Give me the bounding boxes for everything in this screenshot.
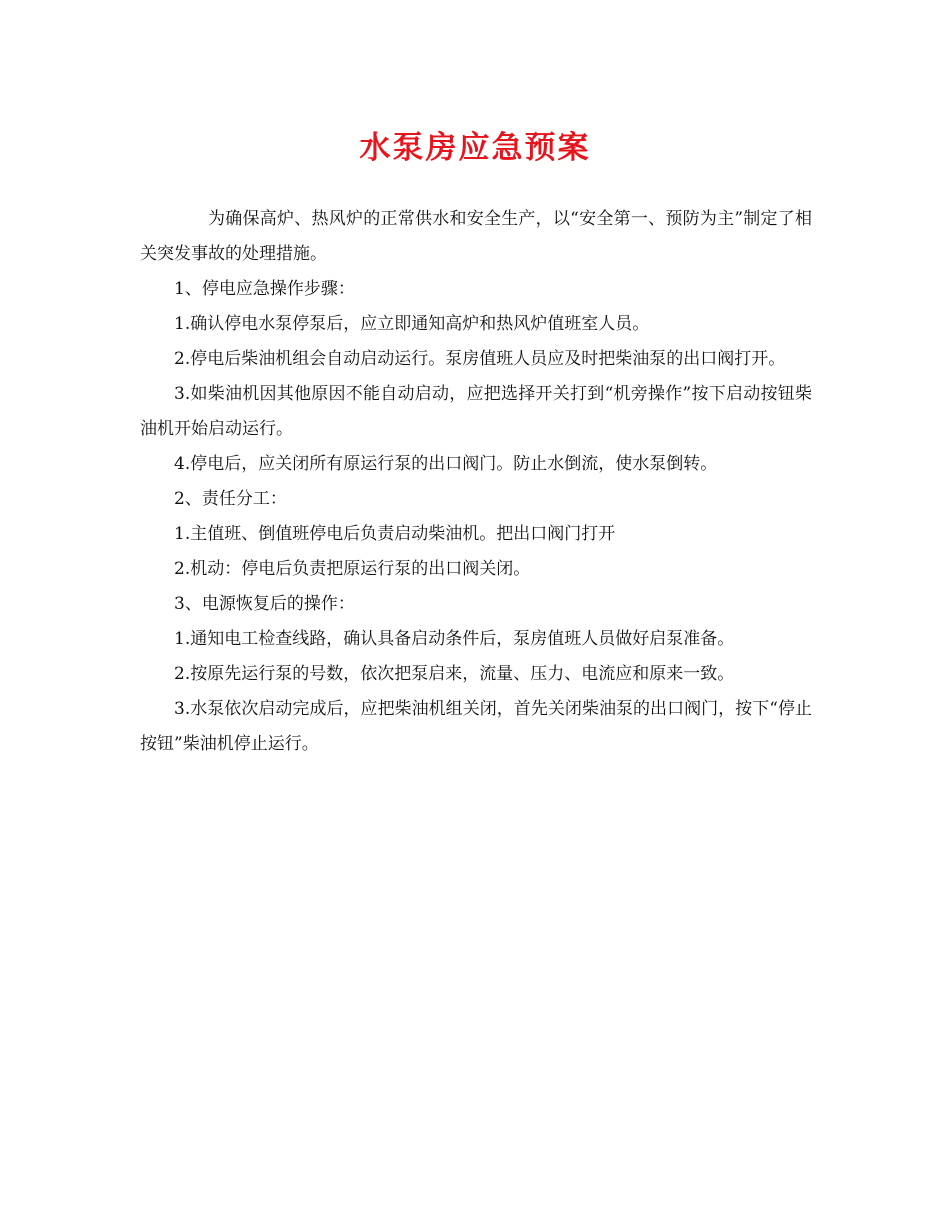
list-item: 4.停电后，应关闭所有原运行泵的出口阀门。防止水倒流，使水泵倒转。 xyxy=(174,454,718,474)
list-item: 3.水泵依次启动完成后，应把柴油机组关闭，首先关闭柴油泵的出口阀门，按下“停止按钮”柴油机停止运行。 xyxy=(140,699,812,754)
document-title: 水泵房应急预案 xyxy=(359,130,591,166)
intro-paragraph: 为确保高炉、热风炉的正常供水和安全生产，以“安全第一、预防为主”制定了相关突发事故的处理措施。 xyxy=(140,209,812,264)
list-item: 1.确认停电水泵停泵后，应立即通知高炉和热风炉值班室人员。 xyxy=(174,314,650,334)
list-item: 2.按原先运行泵的号数，依次把泵启来，流量、压力、电流应和原来一致。 xyxy=(174,664,735,684)
list-item: 2.机动：停电后负责把原运行泵的出口阀关闭。 xyxy=(174,559,531,579)
section-heading-responsibilities: 2、责任分工： xyxy=(174,489,287,509)
section-heading-power-outage: 1、停电应急操作步骤： xyxy=(174,279,355,299)
section-heading-power-restore: 3、电源恢复后的操作： xyxy=(174,594,355,614)
list-item: 1.主值班、倒值班停电后负责启动柴油机。把出口阀门打开 xyxy=(174,524,616,544)
list-item: 3.如柴油机因其他原因不能自动启动，应把选择开关打到“机旁操作”按下启动按钮柴油机开始启动运行。 xyxy=(140,384,812,439)
document-body xyxy=(140,202,812,762)
list-item: 1.通知电工检查线路，确认具备启动条件后，泵房值班人员做好启泵准备。 xyxy=(174,629,735,649)
list-item: 2.停电后柴油机组会自动启动运行。泵房值班人员应及时把柴油泵的出口阀打开。 xyxy=(174,349,786,369)
